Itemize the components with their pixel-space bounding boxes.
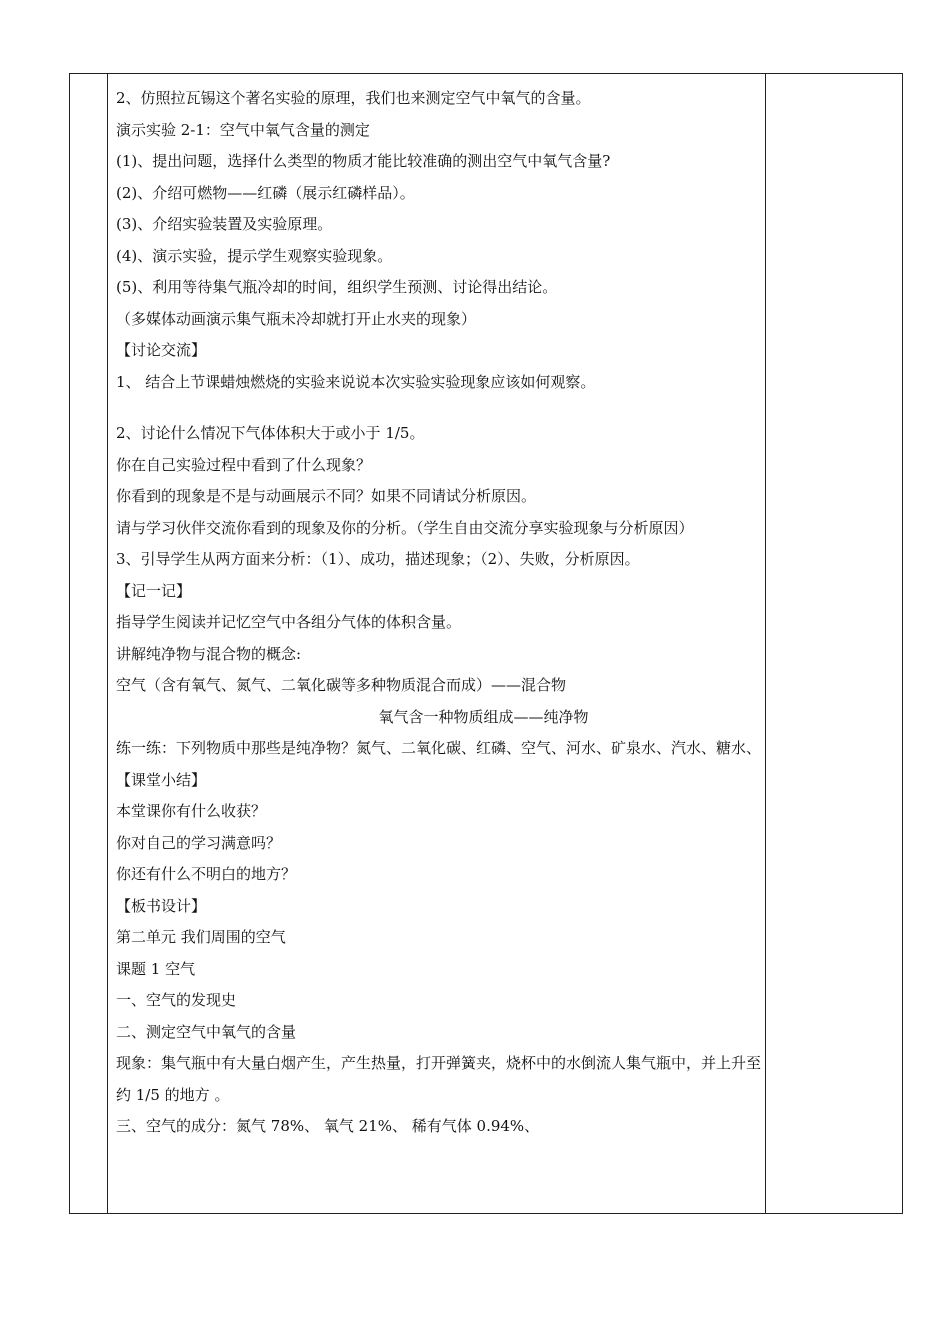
spacer bbox=[116, 398, 761, 418]
text-line: 空气（含有氧气、氮气、二氧化碳等多种物质混合而成）——混合物 bbox=[116, 676, 567, 694]
text-paragraph: 现象：集气瓶中有大量白烟产生，产生热量，打开弹簧夹，烧杯中的水倒流人集气瓶中，并上升至约 1/5 的地方 。 bbox=[116, 1054, 762, 1104]
text-line: (5)、利用等待集气瓶冷却的时间，组织学生预测、讨论得出结论。 bbox=[116, 278, 558, 296]
text-paragraph: 练一练：下列物质中那些是纯净物？氮气、二氧化碳、红磷、空气、河水、矿泉水、汽水、糖水、 bbox=[116, 739, 762, 757]
text-line: 三、空气的成分：氮气 78%、 氧气 21%、 稀有气体 0.94%、 bbox=[116, 1117, 540, 1135]
text-line: （多媒体动画演示集气瓶未冷却就打开止水夹的现象） bbox=[116, 309, 477, 328]
text-line: 指导学生阅读并记忆空气中各组分气体的体积含量。 bbox=[116, 613, 462, 631]
text-line: 一、空气的发现史 bbox=[116, 991, 237, 1009]
text-line: (4)、演示实验，提示学生观察实验现象。 bbox=[116, 246, 393, 265]
text-line: 2、仿照拉瓦锡这个著名实验的原理，我们也来测定空气中氧气的含量。 bbox=[116, 89, 591, 107]
text-line: 演示实验 2-1：空气中氧气含量的测定 bbox=[116, 120, 370, 139]
column-divider-right bbox=[765, 74, 766, 1213]
text-line: 你对自己的学习满意吗？ bbox=[116, 833, 282, 852]
text-line: (1)、提出问题，选择什么类型的物质才能比较准确的测出空气中氧气含量? bbox=[116, 152, 611, 170]
column-divider-left bbox=[107, 74, 108, 1213]
section-heading: 【课堂小结】 bbox=[116, 770, 207, 789]
text-line: 本堂课你有什么收获？ bbox=[116, 802, 267, 820]
text-line: 第二单元 我们周围的空气 bbox=[116, 928, 286, 946]
text-line: (3)、介绍实验装置及实验原理。 bbox=[116, 215, 333, 233]
text-line: 你还有什么不明白的地方？ bbox=[116, 865, 297, 883]
text-line: 3、引导学生从两方面来分析：（1）、成功，描述现象；（2）、失败，分析原因。 bbox=[116, 550, 640, 568]
text-line: 你看到的现象是不是与动画展示不同？如果不同请试分析原因。 bbox=[116, 487, 537, 505]
section-heading: 【记一记】 bbox=[116, 581, 192, 600]
text-line: 1、 结合上节课蜡烛燃烧的实验来说说本次实验实验现象应该如何观察。 bbox=[116, 372, 596, 391]
section-heading: 【讨论交流】 bbox=[116, 341, 207, 359]
text-line: 你在自己实验过程中看到了什么现象？ bbox=[116, 455, 372, 474]
text-line-centered: 氧气含一种物质组成——纯净物 bbox=[378, 707, 589, 726]
section-heading: 【板书设计】 bbox=[116, 896, 207, 915]
text-line: 二、测定空气中氧气的含量 bbox=[116, 1022, 297, 1041]
text-line: 2、讨论什么情况下气体体积大于或小于 1/5。 bbox=[116, 424, 425, 442]
text-line: 课题 1 空气 bbox=[116, 959, 196, 978]
text-line: 讲解纯净物与混合物的概念: bbox=[116, 644, 302, 663]
text-line: (2)、介绍可燃物——红磷（展示红磷样品）。 bbox=[116, 183, 415, 202]
lesson-content bbox=[116, 83, 761, 1143]
text-paragraph: 请与学习伙伴交流你看到的现象及你的分析。（学生自由交流分享实验现象与分析原因） bbox=[116, 518, 694, 537]
